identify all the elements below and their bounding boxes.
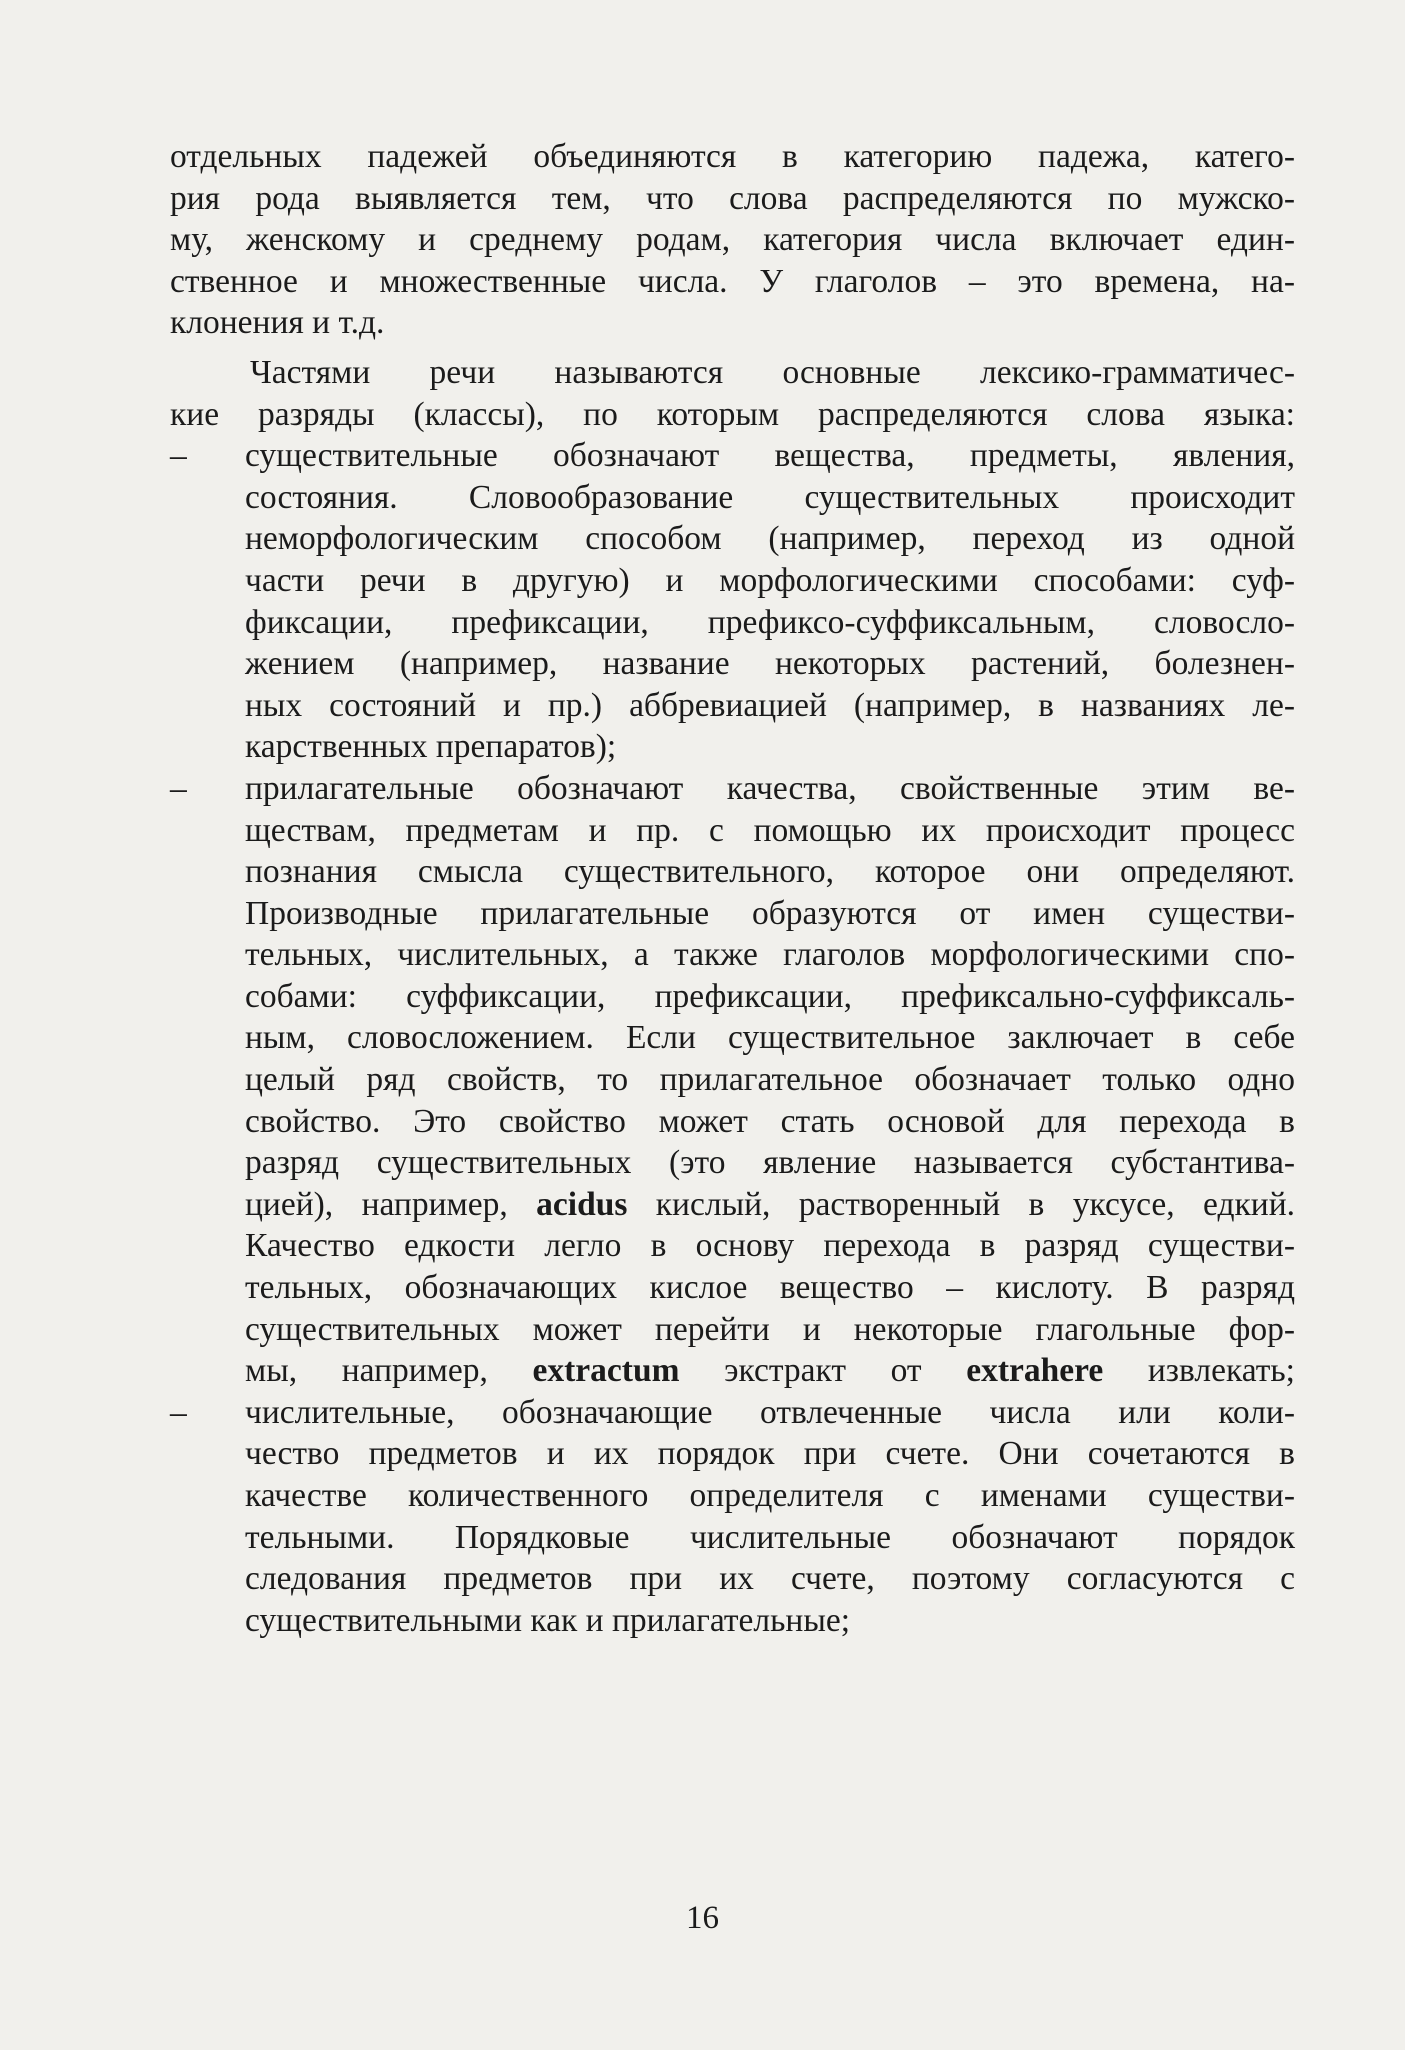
text-line: части речи в другую) и морфологическими способами: суф- xyxy=(245,561,1295,599)
text-line: ных состояний и пр.) аббревиацией (например, в названиях ле- xyxy=(245,686,1295,724)
text-line: тельными. Порядковые числительные обозначают порядок xyxy=(245,1518,1295,1556)
text-line: клонения и т.д. xyxy=(170,304,385,342)
text-line: свойство. Это свойство может стать основой для перехода в xyxy=(245,1102,1295,1140)
text-line: кие разряды (классы), по которым распределяются слова языка: xyxy=(170,395,1295,433)
text-line: существительных может перейти и некоторые глагольные фор- xyxy=(245,1310,1295,1348)
text-line: жением (например, название некоторых растений, болезнен- xyxy=(245,645,1295,683)
text-line: прилагательные обозначают качества, свойственные этим ве- xyxy=(245,769,1295,807)
text-line: отдельных падежей объединяются в категорию падежа, катего- xyxy=(170,138,1295,175)
text-line: познания смысла существительного, которое они определяют. xyxy=(245,853,1295,891)
text-line: мы, например, extractum экстракт от extrahere извлекать; xyxy=(245,1352,1295,1390)
page-number: 16 xyxy=(686,1900,719,1936)
text-line: тельных, обозначающих кислое вещество – кислоту. В разряд xyxy=(245,1269,1295,1307)
body-text xyxy=(170,136,1295,1641)
text-line: ществам, предметам и пр. с помощью их происходит процесс xyxy=(245,811,1295,849)
list-dash: – xyxy=(170,769,187,807)
latin-term: acidus xyxy=(536,1185,628,1223)
text-line: неморфологическим способом (например, переход из одной xyxy=(245,520,1295,558)
text-line: чество предметов и их порядок при счете. Они сочетаются в xyxy=(245,1435,1295,1473)
text-line: цией), например, acidus кислый, растворенный в уксусе, едкий. xyxy=(245,1185,1296,1223)
text-line: следования предметов при их счете, поэтому согласуются с xyxy=(245,1560,1295,1598)
text-line: существительные обозначают вещества, предметы, явления, xyxy=(245,437,1295,475)
text-line: фиксации, префиксации, префиксо-суффиксальным, словосло- xyxy=(245,603,1295,641)
text-line: разряд существительных (это явление называется субстантива- xyxy=(245,1144,1295,1182)
list-dash: – xyxy=(170,437,187,475)
list-item-adjectives xyxy=(170,768,1295,810)
list-item-numerals xyxy=(170,1392,1295,1434)
text-line: числительные, обозначающие отвлеченные числа или коли- xyxy=(245,1393,1295,1431)
text-line: собами: суффиксации, префиксации, префиксально-суффиксаль- xyxy=(245,977,1295,1015)
text-line: ным, словосложением. Если существительное заключает в себе xyxy=(245,1019,1295,1057)
list-item-nouns xyxy=(170,435,1295,477)
latin-term: extractum xyxy=(532,1352,680,1390)
text-line: ственное и множественные числа. У глаголов – это времена, на- xyxy=(170,262,1295,300)
text-line: рия рода выявляется тем, что слова распределяются по мужско- xyxy=(170,179,1295,217)
text-line: карственных препаратов); xyxy=(245,728,617,766)
text-line: Качество едкости легло в основу перехода в разряд существи- xyxy=(245,1227,1295,1265)
text-line: целый ряд свойств, то прилагательное обозначает только одно xyxy=(245,1061,1295,1099)
list-dash: – xyxy=(170,1393,187,1431)
latin-term: extrahere xyxy=(966,1352,1104,1390)
text-line: качестве количественного определителя с именами существи- xyxy=(245,1477,1295,1514)
text-line: тельных, числительных, а также глаголов морфологическими спо- xyxy=(245,936,1295,974)
text-line: му, женскому и среднему родам, категория числа включает един- xyxy=(170,221,1295,259)
text-line: состояния. Словообразование существительных происходит xyxy=(245,478,1295,516)
text-line: Производные прилагательные образуются от имен существи- xyxy=(245,894,1295,932)
text-line: существительными как и прилагательные; xyxy=(245,1601,851,1639)
text-line: Частями речи называются основные лексико-грамматичес- xyxy=(250,353,1295,391)
paragraph-gap xyxy=(170,344,1295,352)
